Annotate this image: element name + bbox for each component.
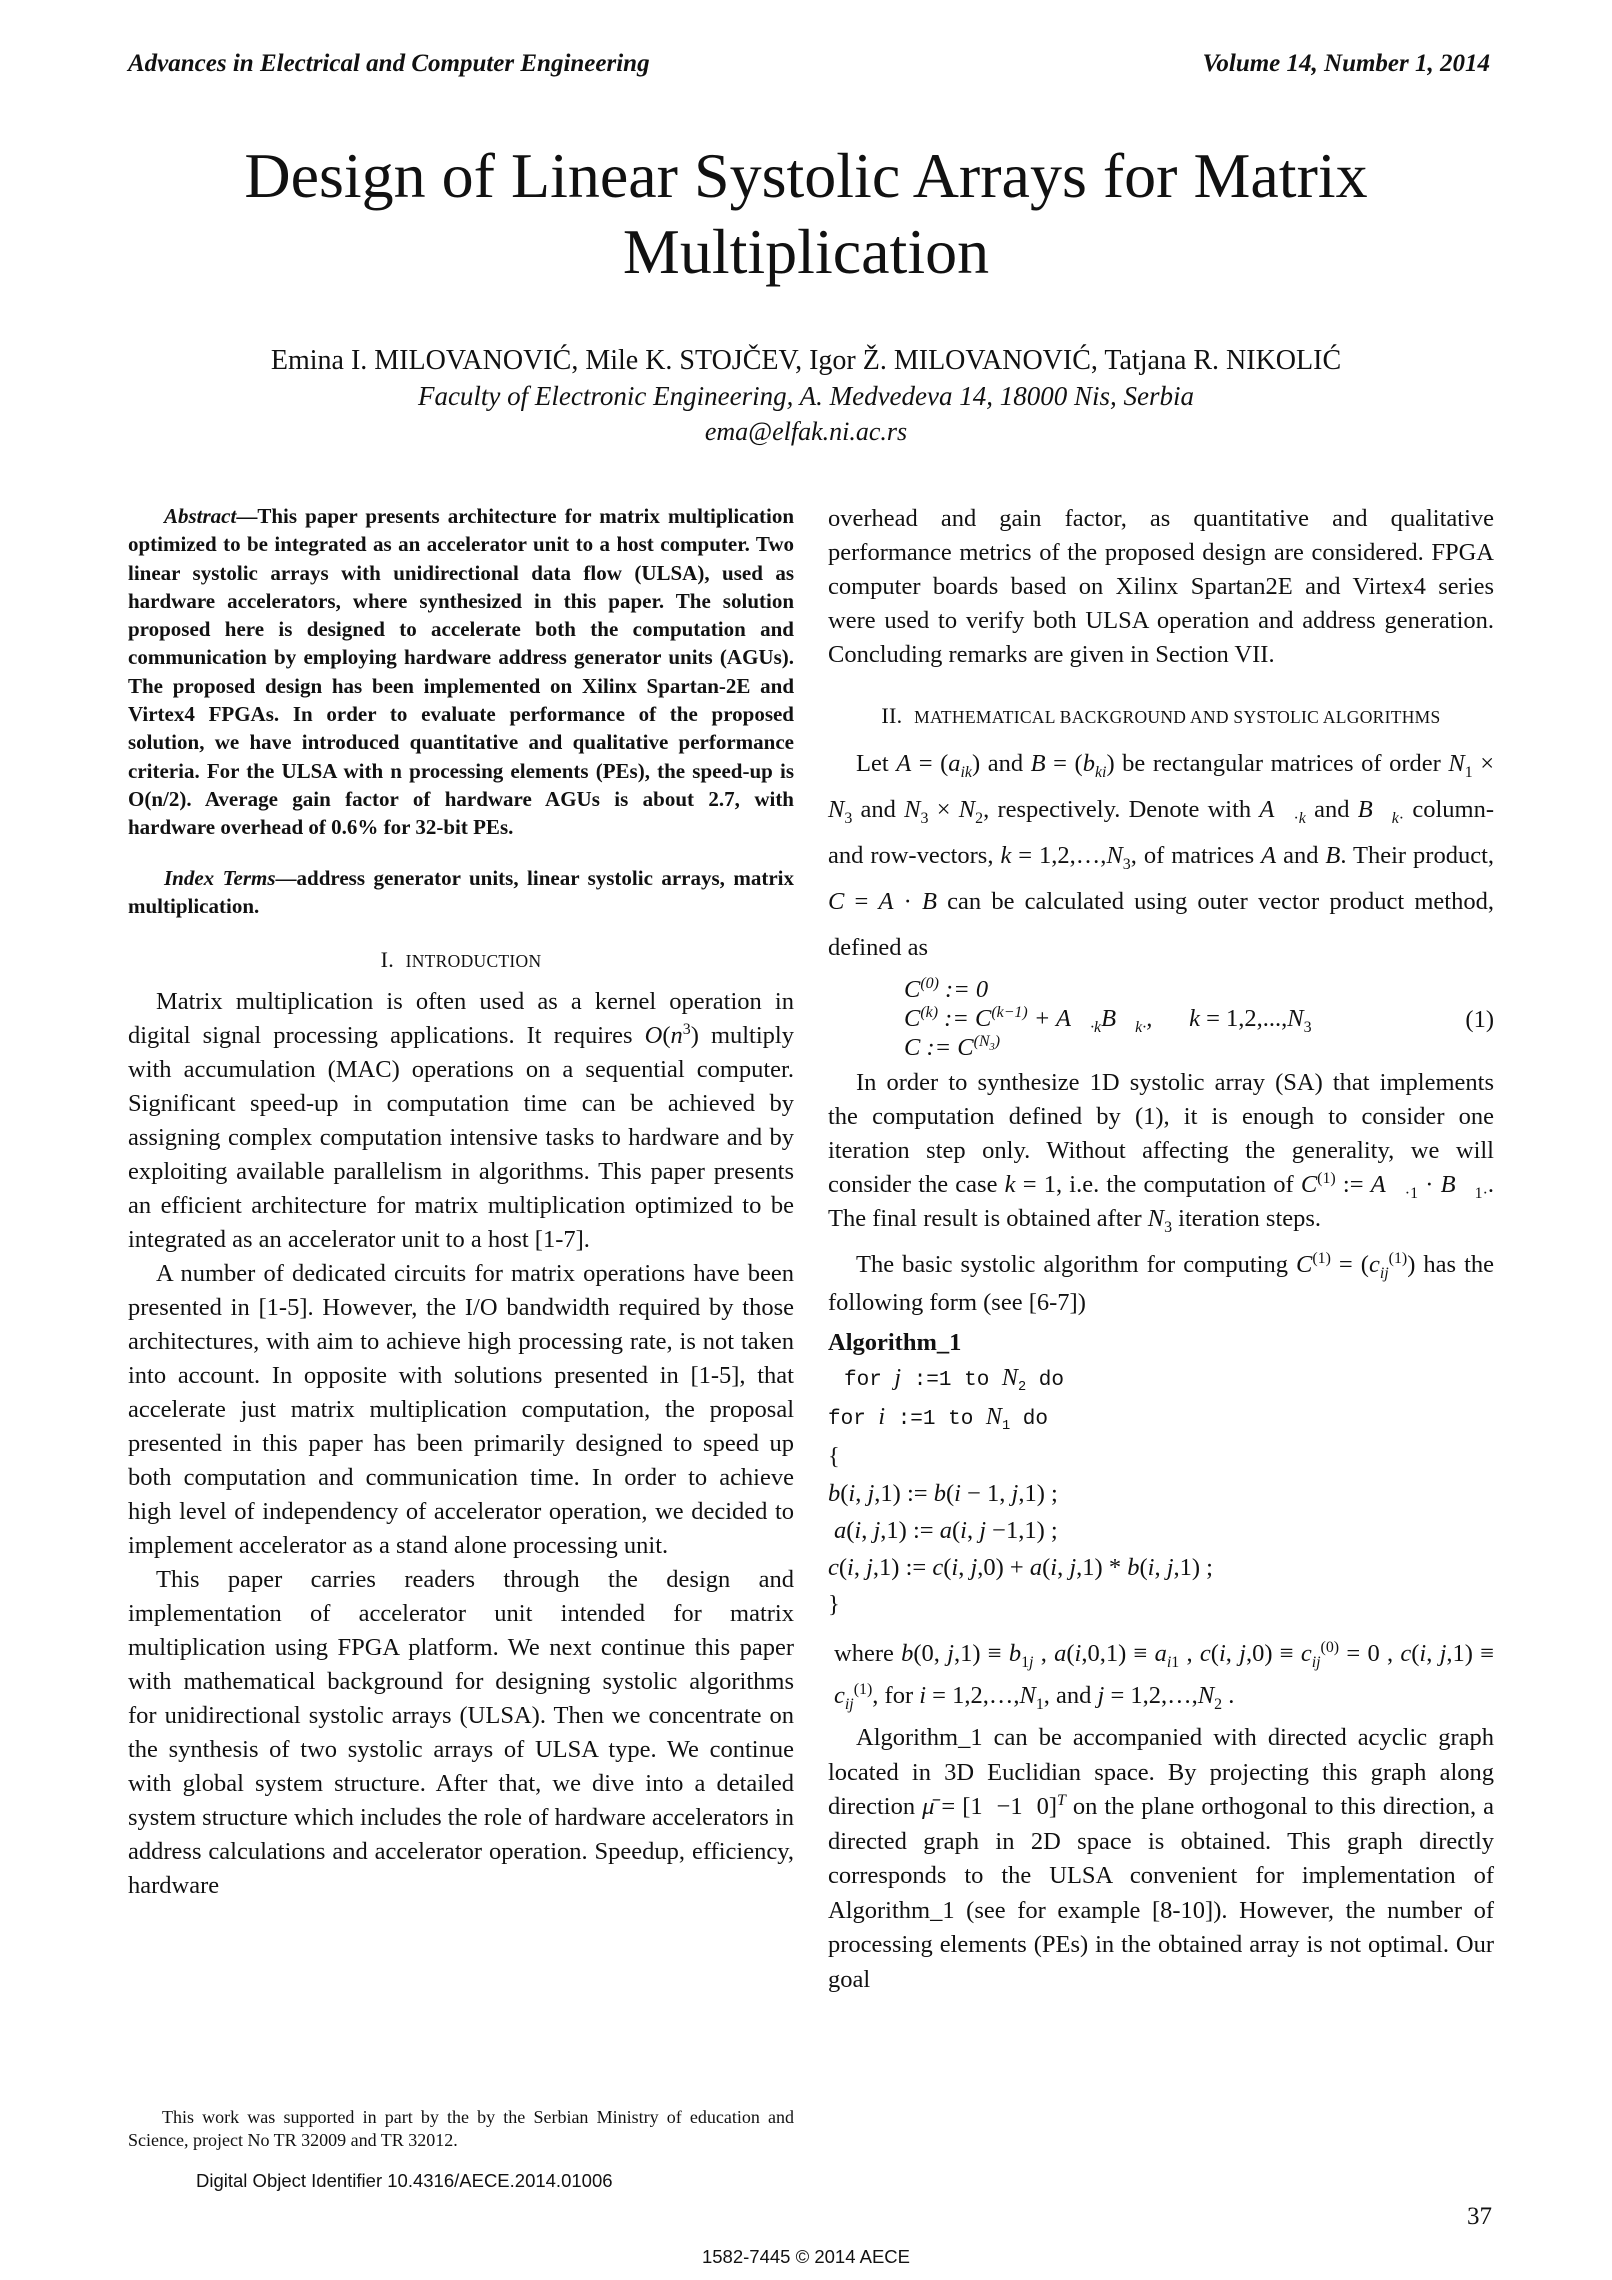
algorithm-stmt-b: b(i, j,1) := b(i − 1, j,1) ; — [828, 1480, 1058, 1507]
copyright-line: 1582-7445 © 2014 AECE — [701, 2246, 911, 2267]
math-paragraph-4: Algorithm_1 can be accompanied with directed acyclic graph located in 3D Euclidian space. By projecting this graph along direction μ̄ = [1 −1 0]$^T$ on the plane orthogonal to this direction, a directed graph in 2D space is obtained. This graph directly corresponds to the ULSA convenient for implementation of Algorithm_1 (see for example [8-10]). However, the number of processing elements (PEs) in the obtained array is not optimal. Our goal — [828, 1724, 1495, 1993]
math-paragraph-3: The basic systolic algorithm for computing $C^{(1)} = (c_{ij}^{(1)})$ has the following form (see [6-7]) — [828, 1249, 1495, 1316]
intro-paragraph-3-continued: overhead and gain factor, as quantitative and qualitative performance metrics of the proposed design are considered. FPGA computer boards based on Xilinx Spartan2E and Virtex4 series were used to verify both ULSA operation and address generation. Concluding remarks are given in Section VII. — [828, 505, 1494, 668]
equation-number: (1) — [1465, 1006, 1494, 1033]
section-heading-math-background: II. MATHEMATICAL BACKGROUND AND SYSTOLIC ALGORITHMS — [881, 703, 1441, 728]
intro-paragraph-3: This paper carries readers through the design and implementation of accelerator unit intended for matrix multiplication using FPGA platform. We next continue this paper with mathematical background for designing systolic algorithms for unidirectional systolic arrays (ULSA). Then we concentrate on the synthesis of two systolic arrays of ULSA type. We continue with global system structure. After that, we dive into a detailed system structure which includes the role of hardware accelerators in address calculations and accelerator operation. Speedup, efficiency, hardware — [128, 1566, 794, 1900]
author-email[interactable]: ema@elfak.ni.ac.rs — [704, 417, 908, 446]
math-paragraph-1: Let $A = (a_{ik})$ and $B = (b_{ki})$ be rectangular matrices of order $N_1 \times N_3$ and $N_3 \times N_2$, respectively. Denote with $A⃗_{\cdot k}$ and $B⃗_{k\cdot}$ column- and row-vectors, $k = 1,2,\dots,N_3$, of matrices A and B. Their product, C = A · B can be calculated using outer vector product method, defined as — [828, 750, 1495, 961]
index-terms-text: —address generator units, linear systolic arrays, matrix multiplication. — [128, 865, 795, 918]
abstract — [128, 502, 794, 842]
page-number: 37 — [1467, 2203, 1492, 2230]
math-paragraph-2: In order to synthesize 1D systolic array (SA) that implements the computation defined by (1), it is enough to consider one iteration step only. Without affecting the generality, we will consider the case k = 1, i.e. the computation of $C^{(1)}$ := $A⃗_{\cdot 1}$ · $B⃗_{1\cdot}$. The final result is obtained after $N_3$ iteration steps. — [828, 1069, 1494, 1236]
algorithm-close-brace: } — [828, 1591, 840, 1618]
algorithm-loop-i: for i :=1 to $N_1$ do — [828, 1404, 1048, 1435]
algorithm-stmt-a: a(i, j,1) := a(i, j −1,1) ; — [834, 1517, 1058, 1544]
paper-title: Design of Linear Systolic Arrays for Matrix Multiplication — [244, 140, 1368, 287]
abstract-text: —This paper presents architecture for matrix multiplication optimized to be integrated as an accelerator unit to a host computer. Two linear systolic arrays with unidirectional data flow (ULSA), used as hardware accelerators, where synthesized in this paper. The solution proposed here is designed to accelerate both the computation and communication by employing hardware address generator units (AGUs). The proposed design has been implemented on Xilinx Spartan-2E and Virtex4 FPGAs. In order to evaluate performance of the proposed solution, we have introduced quantitative and qualitative performance criteria. For the ULSA with n processing elements (PEs), the speed-up is O(n/2). Average gain factor of hardware AGUs is about 2.7, with hardware overhead of 0.6% for 32-bit PEs. — [128, 504, 794, 840]
index-terms-lead: Index Terms — [164, 865, 276, 890]
funding-footnote: This work was supported in part by the by the Serbian Ministry of education and Science, project No TR 32009 and TR 32012. — [128, 2107, 794, 2150]
where-clause: where b(0, $j,1) \equiv b_{1j}$ , $a(i,0,1) \equiv a_{i1}$ , c(i, $j,0) \equiv c_{ij}^{(0)} = 0$ , c(i, $j,1) \equiv c_{ij}^{(1)}$, for $i = 1,2,\dots,N_1$, and $j = 1,2,\dots,N_2$ . — [834, 1638, 1495, 1713]
algorithm-stmt-c: c(i, j,1) := c(i, j,0) + a(i, j,1) * b(i, j,1) ; — [828, 1554, 1213, 1581]
index-terms — [128, 864, 794, 921]
intro-paragraph-1: Matrix multiplication is often used as a kernel operation in digital signal processing applications. It requires $O(n^3)$ multiply with accumulation (MAC) operations on a sequential computer. Significant speed-up in computation time can be achieved by assigning complex computation intensive tasks to hardware and by exploiting available parallelism in algorithms. This paper presents an efficient architecture for matrix multiplication optimized to be integrated as an accelerator unit to a host [1-7]. — [128, 988, 794, 1254]
algorithm-open-brace: { — [828, 1443, 840, 1470]
algorithm-title: Algorithm_1 — [828, 1329, 962, 1356]
left-column — [128, 502, 794, 1903]
section-heading-introduction: I. INTRODUCTION — [380, 947, 542, 973]
journal-name: Advances in Electrical and Computer Engineering — [128, 50, 650, 77]
algorithm-loop-j: for j :=1 to $N_2$ do — [844, 1365, 1064, 1396]
doi-line: Digital Object Identifier 10.4316/AECE.2014.01006 — [196, 2170, 613, 2191]
right-column — [828, 502, 1494, 1997]
equation-1: $C^{(0)}$ := 0 $C^{(k)}$ := $C^{(k-1)}$ + $A⃗_{\cdot k}B⃗_{k\cdot}$, $k = 1,2,...,N_3$ C := $C^{(N_3)}$ (1) — [904, 974, 1494, 1061]
intro-paragraph-2: A number of dedicated circuits for matrix operations have been presented in [1-5]. However, the I/O bandwidth required by those architectures, with aim to achieve high processing rate, is not taken into account. In opposite with solutions presented in [1-5], that accelerate just matrix multiplication computation, the proposal presented in this paper has been primarily designed to speed up both computation and communication time. In order to achieve high level of independency of accelerator operation, we decided to implement accelerator as a stand alone processing unit. — [128, 1260, 794, 1560]
volume-info: Volume 14, Number 1, 2014 — [1202, 50, 1490, 77]
author-list: Emina I. MILOVANOVIĆ, Mile K. STOJČEV, Igor Ž. MILOVANOVIĆ, Tatjana R. NIKOLIĆ — [270, 345, 1342, 376]
abstract-lead: Abstract — [164, 504, 237, 528]
affiliation: Faculty of Electronic Engineering, A. Medvedeva 14, 18000 Nis, Serbia — [417, 381, 1195, 411]
